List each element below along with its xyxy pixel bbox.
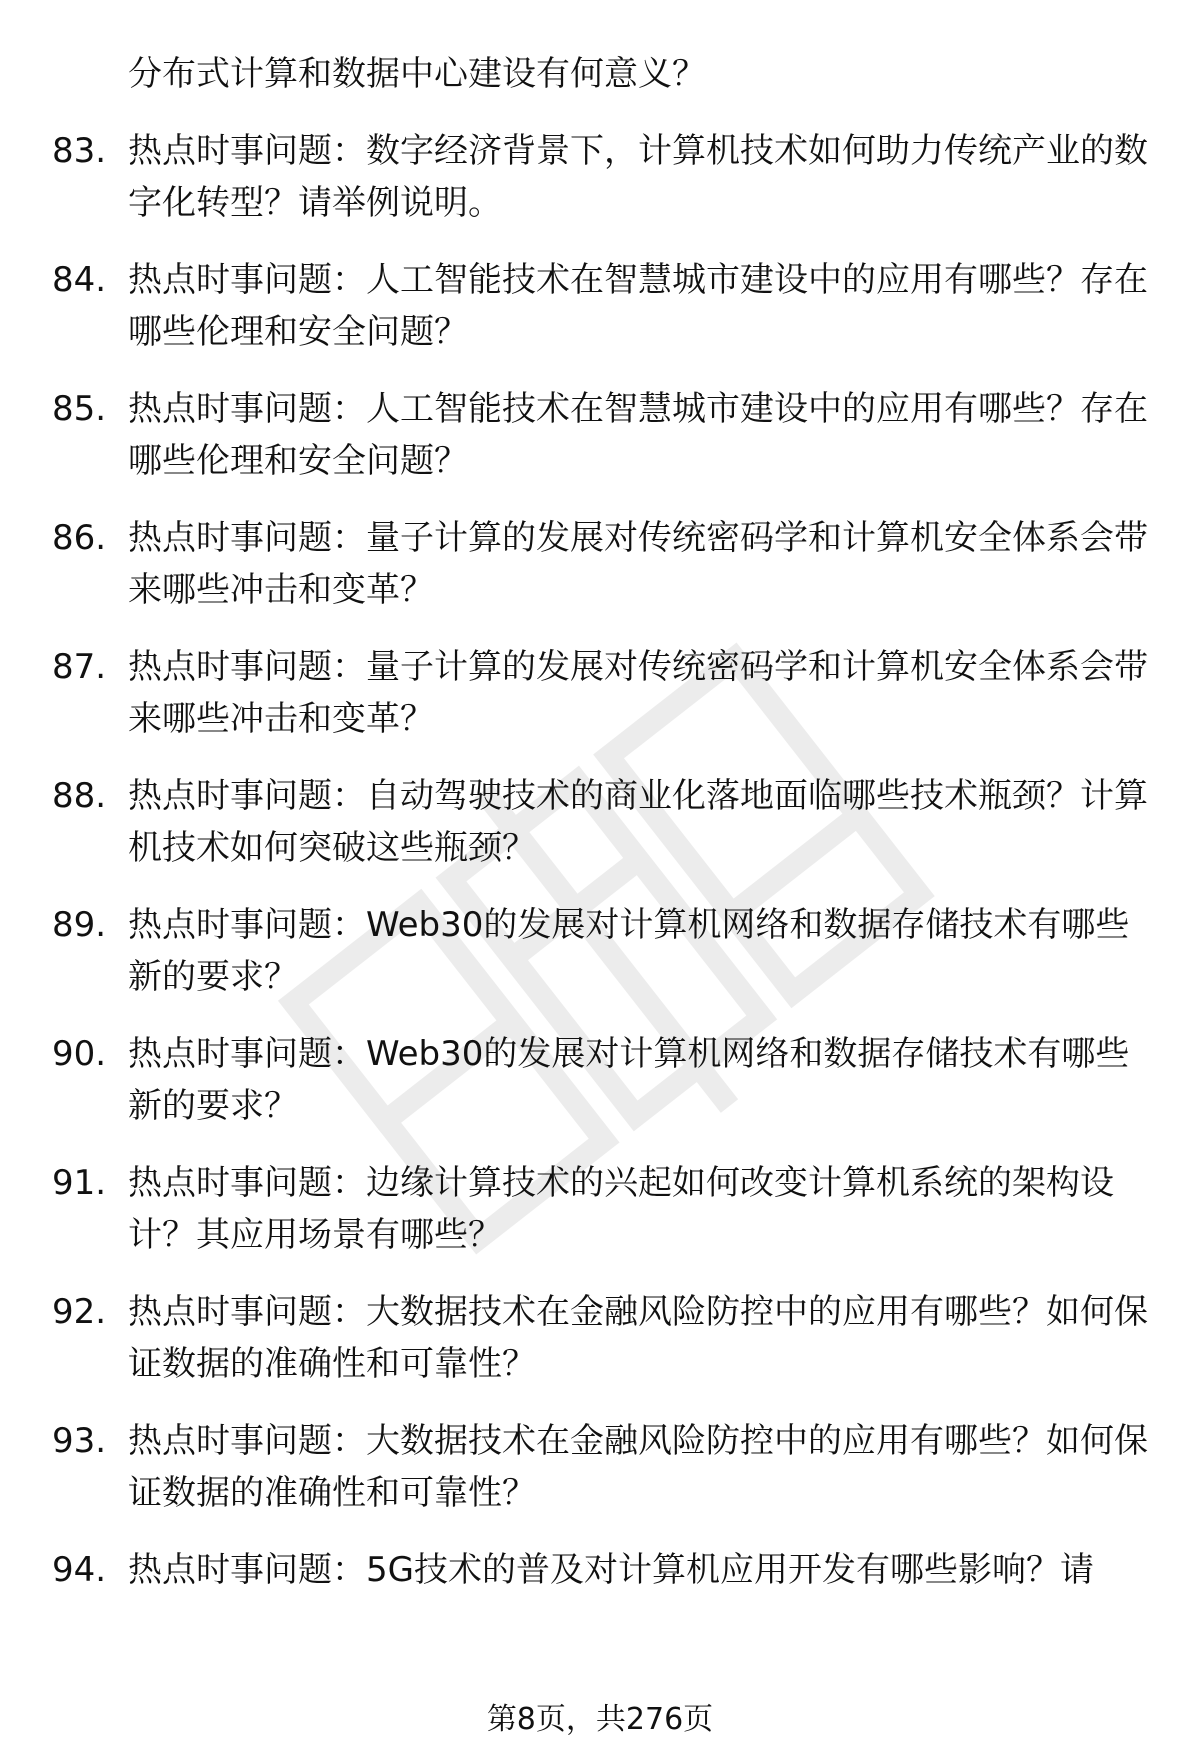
list-item-text: 热点时事问题：数字经济背景下，计算机技术如何助力传统产业的数字化转型？请举例说明。: [128, 131, 1148, 223]
list-item: [0, 125, 1200, 229]
list-item-text: 热点时事问题：量子计算的发展对传统密码学和计算机安全体系会带来哪些冲击和变革？: [128, 647, 1148, 739]
list-item: [0, 1028, 1200, 1132]
list-item-number: 90.: [52, 1034, 107, 1074]
list-item-number: 85.: [52, 389, 107, 429]
page-footer: 第8页，共276页: [486, 1702, 714, 1737]
list-item: [0, 899, 1200, 1003]
list-item-text: 热点时事问题：自动驾驶技术的商业化落地面临哪些技术瓶颈？计算机技术如何突破这些瓶颈？: [128, 776, 1148, 868]
list-item-text: 分布式计算和数据中心建设有何意义？: [128, 54, 706, 94]
list-item: [0, 641, 1200, 745]
list-item: [0, 770, 1200, 874]
list-item: [0, 1415, 1200, 1519]
list-item-number: 83.: [52, 131, 107, 171]
list-item-number: 88.: [52, 776, 107, 816]
list-item: [0, 383, 1200, 487]
list-item-text: 热点时事问题：人工智能技术在智慧城市建设中的应用有哪些？存在哪些伦理和安全问题？: [128, 260, 1148, 352]
list-item-text: 热点时事问题：大数据技术在金融风险防控中的应用有哪些？如何保证数据的准确性和可靠性？: [128, 1292, 1148, 1384]
list-item-continuation: [0, 48, 1200, 100]
list-item: [0, 254, 1200, 358]
list-item-number: 91.: [52, 1163, 107, 1203]
list-item-number: 94.: [52, 1550, 107, 1590]
list-item: [0, 512, 1200, 616]
list-item-number: 84.: [52, 260, 107, 300]
list-item-number: 92.: [52, 1292, 107, 1332]
list-item-text: 热点时事问题：人工智能技术在智慧城市建设中的应用有哪些？存在哪些伦理和安全问题？: [128, 389, 1148, 481]
list-item-text: 热点时事问题：量子计算的发展对传统密码学和计算机安全体系会带来哪些冲击和变革？: [128, 518, 1148, 610]
list-item: [0, 1286, 1200, 1390]
list-item: [0, 1544, 1200, 1596]
list-item-number: 86.: [52, 518, 107, 558]
list-item-text: 热点时事问题：大数据技术在金融风险防控中的应用有哪些？如何保证数据的准确性和可靠性？: [128, 1421, 1148, 1513]
question-list: [0, 48, 1200, 1621]
list-item-text: 热点时事问题：5G技术的普及对计算机应用开发有哪些影响？请: [128, 1550, 1094, 1590]
list-item: [0, 1157, 1200, 1261]
list-item-number: 87.: [52, 647, 107, 687]
list-item-number: 89.: [52, 905, 107, 945]
list-item-text: 热点时事问题：Web30的发展对计算机网络和数据存储技术有哪些新的要求？: [128, 1034, 1130, 1126]
list-item-text: 热点时事问题：Web30的发展对计算机网络和数据存储技术有哪些新的要求？: [128, 905, 1130, 997]
list-item-text: 热点时事问题：边缘计算技术的兴起如何改变计算机系统的架构设计？其应用场景有哪些？: [128, 1163, 1114, 1255]
list-item-number: 93.: [52, 1421, 107, 1461]
